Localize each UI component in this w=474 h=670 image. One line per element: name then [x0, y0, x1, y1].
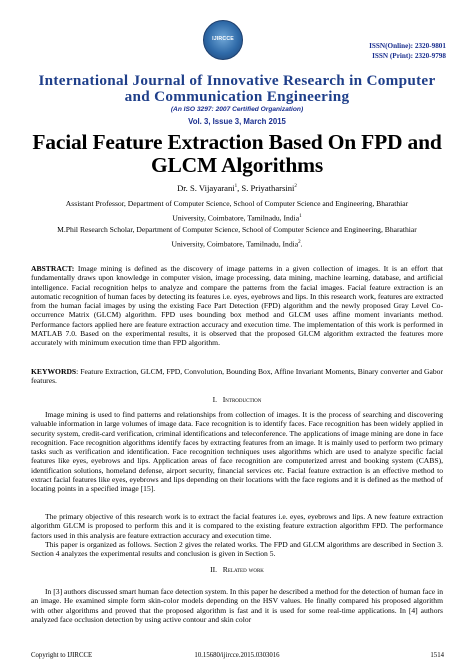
- affiliation-1-line2: University, Coimbatore, Tamilnadu, India$^1$: [172, 213, 302, 223]
- author-1: Dr. S. Vijayarani: [177, 183, 235, 193]
- affiliation-2-line2: University, Coimbatore, Tamilnadu, India$^2$.: [171, 239, 303, 249]
- logo-text: IJIRCCE: [212, 36, 234, 42]
- iso-certification: (An ISO 3297: 2007 Certified Organization): [170, 106, 304, 113]
- paper-title-line2: GLCM Algorithms: [151, 153, 323, 177]
- author-2: , S. Priyatharsini: [237, 183, 295, 193]
- section-1-paragraph-2: The primary objective of this research work is to extract the facial features i.e. eyes, eyebrows and lips. A new feature extraction algorithm GLCM is proposed to perform this and it is compared to the existing feature extraction algorithm FPD. The performance factors used in this analysis are feature extraction accuracy and execution time.: [31, 512, 443, 540]
- volume-issue: Vol. 3, Issue 3, March 2015: [188, 117, 286, 126]
- journal-logo: [203, 20, 243, 60]
- abstract-label: ABSTRACT:: [31, 264, 75, 273]
- issn-print: ISSN (Print): 2320-9798: [372, 52, 446, 60]
- journal-title-line2: and Communication Engineering: [124, 88, 350, 105]
- authors: [0, 183, 474, 193]
- author-1-sup: 1: [234, 184, 238, 190]
- footer-page-number: 1514: [430, 652, 444, 659]
- keywords-text: : Feature Extraction, GLCM, FPD, Convolution, Bounding Box, Affine Invariant Moments, Binary converter and Gabor features.: [31, 367, 443, 386]
- section-2-paragraph-1: In [3] authors discussed smart human face detection system. In this paper he described a method for the detection of human face in an image. He examined simple form skin-color models depending on the HSV values. He finally compared his proposed algorithm with other algorithms and proved that the proposed algorithm is fast and it is used for some real-time applications. In [4] authors analyzed face occlusion detection by using active contour and skin color: [31, 587, 443, 624]
- abstract-text: Image mining is defined as the discovery of image patterns in a given collection of images. It is an effort that fundamentally draws upon knowledge in computer vision, image processing, data mining, machine learning, database, and artificial intelligence. Facial recognition helps to analyze and compare the patterns from the facial images. Facial feature extraction is an automatic recognition of human faces by detecting its features i.e. eyes, eyebrows and lips. In this research work, features are extracted from the human facial images by using the existing Face Part Detection (FPD) algorithm and the newly proposed Gray Level Co-occurrence Matrix (GLCM) algorithm. FPD uses bounding box method and GLCM uses affine moment invariants method. Performance factors applied here are feature extraction accuracy and execution time. The implementation of this work is performed in MATLAB 7.0. Based on the experimental results, it is observed that the proposed GLCM algorithm extracted the features more accurately with minimum execution time than FPD algorithm.: [31, 264, 443, 347]
- keywords: [31, 367, 443, 386]
- issn-online: ISSN(Online): 2320-9801: [369, 42, 446, 50]
- affiliation-2: [30, 223, 444, 251]
- footer-doi: 10.15680/ijircce.2015.0303016: [194, 652, 280, 659]
- abstract: [31, 264, 443, 347]
- affiliation-2-line1: M.Phil Research Scholar, Department of Computer Science, School of Computer Science and Engineering, Bharathiar: [57, 225, 417, 234]
- section-1-paragraph-3: This paper is organized as follows. Section 2 gives the related works. The FPD and GLCM algorithms are described in Section 3. Section 4 analyzes the experimental results and conclusion is given in Section 5.: [31, 540, 443, 559]
- section-2-heading: II. Related work: [210, 565, 264, 574]
- paper-title-line1: Facial Feature Extraction Based On FPD and: [32, 130, 442, 154]
- footer-copyright: Copyright to IJIRCCE: [31, 652, 93, 659]
- journal-title-line1: International Journal of Innovative Research in Computer: [38, 72, 436, 89]
- affiliation-1-line1: Assistant Professor, Department of Computer Science, School of Computer Science and Engineering, Bharathiar: [65, 199, 409, 208]
- section-1-paragraph-1: Image mining is used to find patterns and relationships from collection of images. It is the process of searching and discovering valuable information in large volumes of image data. Face recognition is to identify faces. Face recognition has been widely applied in security system, credit-card verification, criminal identifications and teleconference. The applications of image mining are done in face recognition. Face recognition algorithms identify faces by extracting features from an image. It is mainly used to perform two primary tasks such as verification and identification. Face recognition techniques uses algorithms which are used to analyze specific facial features like eyes, eyebrows and lips. Application areas of face recognition are computerized arrest and booking system (CABS), identification solutions, homeland defense, airport security, financial services etc. Facial feature extraction is an effective method to extract facial features like eyes, eyebrows and lips depending on their locations with the face regions and it is defined as the method of locating points in a specified image [15].: [31, 410, 443, 493]
- affiliation-1: [30, 197, 444, 225]
- keywords-label: KEYWORDS: [31, 367, 77, 376]
- author-2-sup: 2: [294, 184, 297, 190]
- section-1-heading: I. Introduction: [212, 395, 262, 404]
